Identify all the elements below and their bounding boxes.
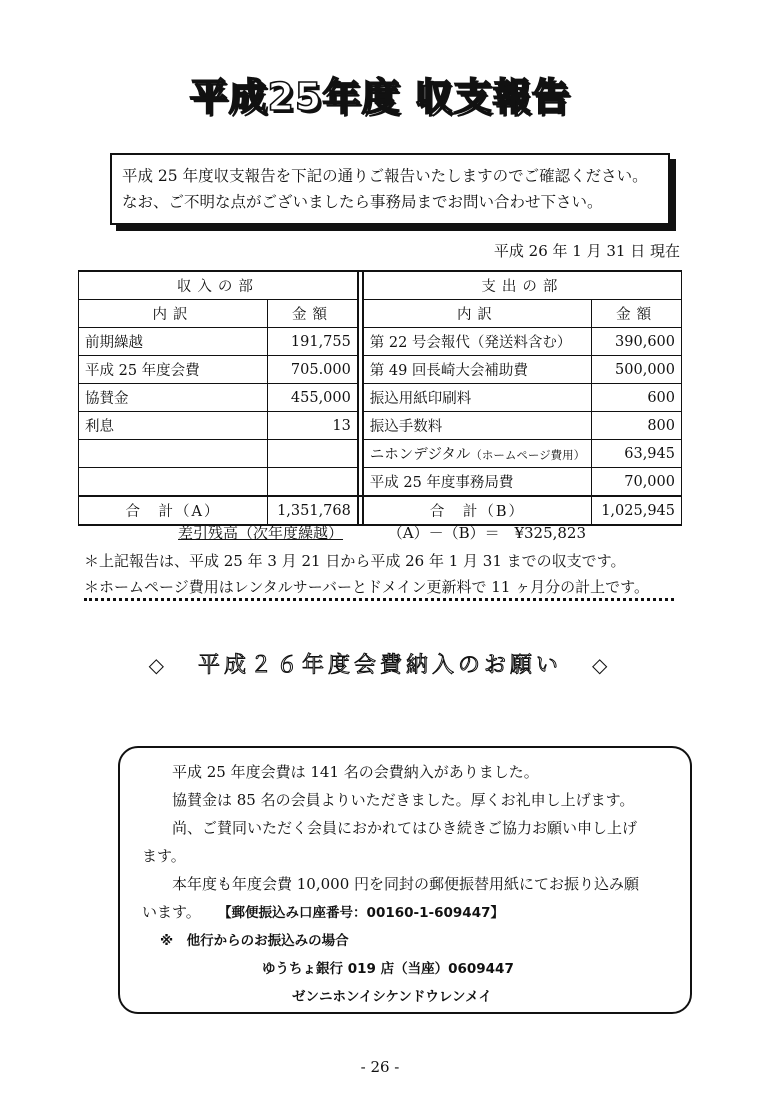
income-amount-header: 金額: [268, 300, 358, 328]
expense-item-note: （ホームページ費用）: [470, 448, 586, 462]
finance-table: [78, 270, 682, 526]
diamond-icon: ◇: [148, 653, 168, 677]
income-item: [79, 440, 268, 468]
income-amount: [268, 440, 358, 468]
dotted-divider: [84, 598, 674, 601]
section-heading: [0, 648, 760, 679]
expense-total: 1,025,945: [592, 496, 682, 525]
expense-total-label: 合 計（B）: [363, 496, 592, 525]
expense-amount: 500,000: [592, 356, 682, 384]
other-bank-note: ※ 他行からのお振込みの場合: [160, 933, 349, 949]
request-paragraph: 尚、ご賛同いただく会員におかれてはひき続きご協力お願い申し上げ: [172, 819, 638, 837]
bank-branch: ゆうちょ銀行 019 店（当座）0609447: [262, 961, 514, 977]
diamond-icon: ◇: [592, 653, 612, 677]
request-paragraph: ます。: [142, 847, 186, 865]
notice-line-1: 平成 25 年度収支報告を下記の通りご報告いたしますのでご確認ください。: [122, 167, 648, 185]
expense-amount: 800: [592, 412, 682, 440]
income-item: 平成 25 年度会費: [79, 356, 268, 384]
table-row: [79, 440, 682, 468]
expense-item: 第 49 回長崎大会補助費: [363, 356, 592, 384]
page-title: 平成25年度 収支報告: [189, 75, 571, 119]
notice-line-2: なお、ご不明な点がございましたら事務局までお問い合わせ下さい。: [122, 193, 603, 211]
balance-formula: （A）－（B）＝: [387, 524, 500, 542]
request-paragraph: 協賛金は 85 名の会員よりいただきました。厚くお礼申し上げます。: [172, 791, 635, 809]
note-2: ＊ホームページ費用はレンタルサーバーとドメイン更新料で 11 ヶ月分の計上です。: [84, 578, 649, 596]
expense-item-header: 内訳: [363, 300, 592, 328]
income-amount: [268, 468, 358, 497]
table-row: [79, 384, 682, 412]
table-row: [79, 328, 682, 356]
expense-amount: 63,945: [592, 440, 682, 468]
expense-amount: 600: [592, 384, 682, 412]
table-row: [79, 356, 682, 384]
notice-box: [110, 153, 670, 225]
note-1: ＊上記報告は、平成 25 年 3 月 21 日から平成 26 年 1 月 31 までの収支です。: [84, 552, 626, 570]
table-row: [79, 412, 682, 440]
expense-item: [363, 440, 592, 468]
request-paragraph: 本年度も年度会費 10,000 円を同封の郵便振替用紙にてお振り込み願: [172, 875, 640, 893]
expense-item: 振込用紙印刷料: [363, 384, 592, 412]
request-paragraph: [142, 898, 676, 927]
income-total: 1,351,768: [268, 496, 358, 525]
report-date: 平成 26 年 1 月 31 日 現在: [493, 242, 680, 260]
balance-line: [178, 522, 586, 543]
section-title: 平成２６年度会費納入のお願い: [197, 653, 562, 678]
request-text: います。: [142, 903, 201, 921]
income-amount: 455,000: [268, 384, 358, 412]
income-item: 前期繰越: [79, 328, 268, 356]
postal-account-number: 【郵便振込み口座番号：00160-1-609447】: [224, 905, 504, 921]
expense-header: 支出の部: [363, 271, 682, 300]
account-holder: ゼンニホンイシケンドウレンメイ: [292, 989, 492, 1005]
income-amount: 191,755: [268, 328, 358, 356]
table-row: [79, 468, 682, 497]
expense-item-text: ニホンデジタル: [369, 447, 471, 463]
income-item-header: 内訳: [79, 300, 268, 328]
income-header: 収入の部: [79, 271, 358, 300]
expense-item: 第 22 号会報代（発送料含む）: [363, 328, 592, 356]
income-total-label: 合 計（A）: [79, 496, 268, 525]
expense-item: 振込手数料: [363, 412, 592, 440]
income-amount: 13: [268, 412, 358, 440]
expense-amount-header: 金額: [592, 300, 682, 328]
balance-label: 差引残高（次年度繰越）: [178, 524, 344, 542]
income-item: [79, 468, 268, 497]
expense-amount: 70,000: [592, 468, 682, 497]
income-item: 利息: [79, 412, 268, 440]
income-item: 協賛金: [79, 384, 268, 412]
total-row: [79, 496, 682, 525]
request-box: [118, 746, 692, 1014]
expense-item: 平成 25 年度事務局費: [363, 468, 592, 497]
expense-amount: 390,600: [592, 328, 682, 356]
balance-value: ¥325,823: [514, 524, 587, 542]
income-amount: 705.000: [268, 356, 358, 384]
request-paragraph: 平成 25 年度会費は 141 名の会費納入がありました。: [172, 763, 539, 781]
page-number: - 26 -: [360, 1058, 400, 1076]
